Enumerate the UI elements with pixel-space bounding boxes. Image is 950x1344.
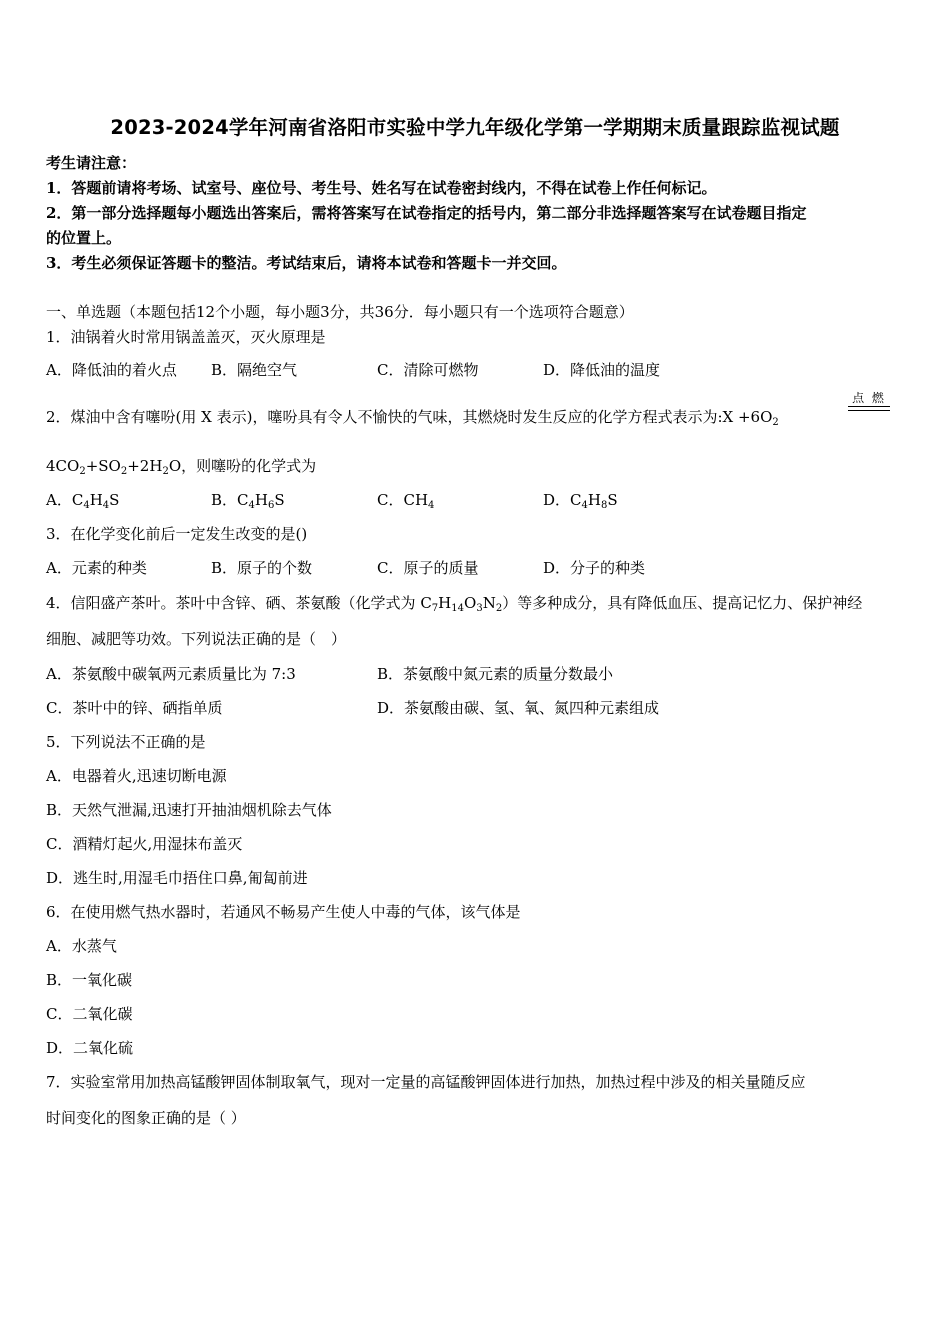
formula-part: +2H	[127, 457, 163, 475]
option-c: C．茶叶中的锌、硒指单质	[46, 699, 223, 717]
condition-label: 点 燃	[852, 391, 886, 405]
stem-text: 2．煤油中含有噻吩(用 X 表示)，噻吩具有令人不愉快的气味，其燃烧时发生反应的化学方程式表示为:X +6O	[46, 408, 773, 426]
option-a: A．水蒸气	[46, 937, 117, 955]
question-stem: 5．下列说法不正确的是	[46, 733, 206, 751]
option-c: C．$CH_4$	[377, 491, 435, 511]
option-d: D．分子的种类	[543, 559, 646, 577]
stem-text: ）等多种成分，具有降低血压、提高记忆力、保护神经	[502, 594, 863, 612]
notice-heading: 考生请注意：	[46, 154, 137, 172]
option-c: C．清除可燃物	[377, 361, 479, 379]
subscript: 2	[79, 466, 86, 477]
stem-text: O，则噻吩的化学式为	[168, 457, 317, 475]
notice-item: 3．考生必须保证答题卡的整洁。考试结束后，请将本试卷和答题卡一并交回。	[46, 254, 567, 272]
formula-part: 4CO	[46, 457, 80, 475]
reaction-condition	[848, 391, 890, 411]
subscript: 2	[120, 466, 128, 477]
question-stem-cont: 时间变化的图象正确的是（ ）	[46, 1109, 246, 1127]
equation-products	[46, 456, 316, 476]
question-stem: 1．油锅着火时常用锅盖盖灭，灭火原理是	[46, 328, 326, 346]
option-b: B．茶氨酸中氮元素的质量分数最小	[377, 665, 614, 683]
option-b: B．隔绝空气	[211, 361, 298, 379]
option-b: B．一氧化碳	[46, 971, 133, 989]
question-stem	[46, 407, 779, 427]
option-b: B．$C_4H_6S$	[211, 491, 285, 511]
page-title: 2023-2024学年河南省洛阳市实验中学九年级化学第一学期期末质量跟踪监视试题	[110, 116, 840, 139]
option-a: A．$C_4H_4S$	[46, 491, 120, 511]
option-c: C．酒精灯起火,用湿抹布盖灭	[46, 835, 243, 853]
question-stem: 7．实验室常用加热高锰酸钾固体制取氧气，现对一定量的高锰酸钾固体进行加热，加热过程中涉及的相关量随反应	[46, 1073, 806, 1091]
option-a: A．茶氨酸中碳氧两元素质量比为 7:3	[46, 665, 296, 683]
option-d: D．二氧化硫	[46, 1039, 134, 1057]
notice-item: 的位置上。	[46, 229, 122, 247]
question-stem: 4．信阳盛产茶叶。茶叶中含锌、硒、茶氨酸（化学式为 $C_7H_{14}O_3N_2$）等多种成分，具有降低血压、提高记忆力、保护神经	[46, 594, 863, 614]
option-a: A．降低油的着火点	[46, 361, 177, 379]
option-d: D．$C_4H_8S$	[543, 491, 618, 511]
option-a: A．电器着火,迅速切断电源	[46, 767, 227, 785]
option-d: D．降低油的温度	[543, 361, 661, 379]
question-stem-cont: 细胞、减肥等功效。下列说法正确的是（ ）	[46, 630, 347, 648]
question-stem: 6．在使用燃气热水器时，若通风不畅易产生使人中毒的气体，该气体是	[46, 903, 521, 921]
option-d: D．茶氨酸由碳、氢、氧、氮四种元素组成	[377, 699, 660, 717]
option-b: B．天然气泄漏,迅速打开抽油烟机除去气体	[46, 801, 332, 819]
option-b: B．原子的个数	[211, 559, 313, 577]
option-a: A．元素的种类	[46, 559, 147, 577]
section-heading: 一、单选题（本题包括12个小题，每小题3分，共36分．每小题只有一个选项符合题意）	[46, 303, 634, 321]
question-stem: 3．在化学变化前后一定发生改变的是()	[46, 525, 308, 543]
option-c: C．原子的质量	[377, 559, 479, 577]
notice-item: 1．答题前请将考场、试室号、座位号、考生号、姓名写在试卷密封线内，不得在试卷上作任何标记。	[46, 179, 717, 197]
subscript: 2	[162, 466, 169, 477]
option-c: C．二氧化碳	[46, 1005, 133, 1023]
notice-item: 2．第一部分选择题每小题选出答案后，需将答案写在试卷指定的括号内，第二部分非选择题答案写在试卷题目指定	[46, 204, 807, 222]
option-d: D．逃生时,用湿毛巾捂住口鼻,匍匐前进	[46, 869, 308, 887]
subscript: 2	[772, 417, 779, 428]
stem-text: 4．信阳盛产茶叶。茶叶中含锌、硒、茶氨酸（化学式为 C	[46, 594, 432, 612]
formula-part: +SO	[85, 457, 121, 475]
